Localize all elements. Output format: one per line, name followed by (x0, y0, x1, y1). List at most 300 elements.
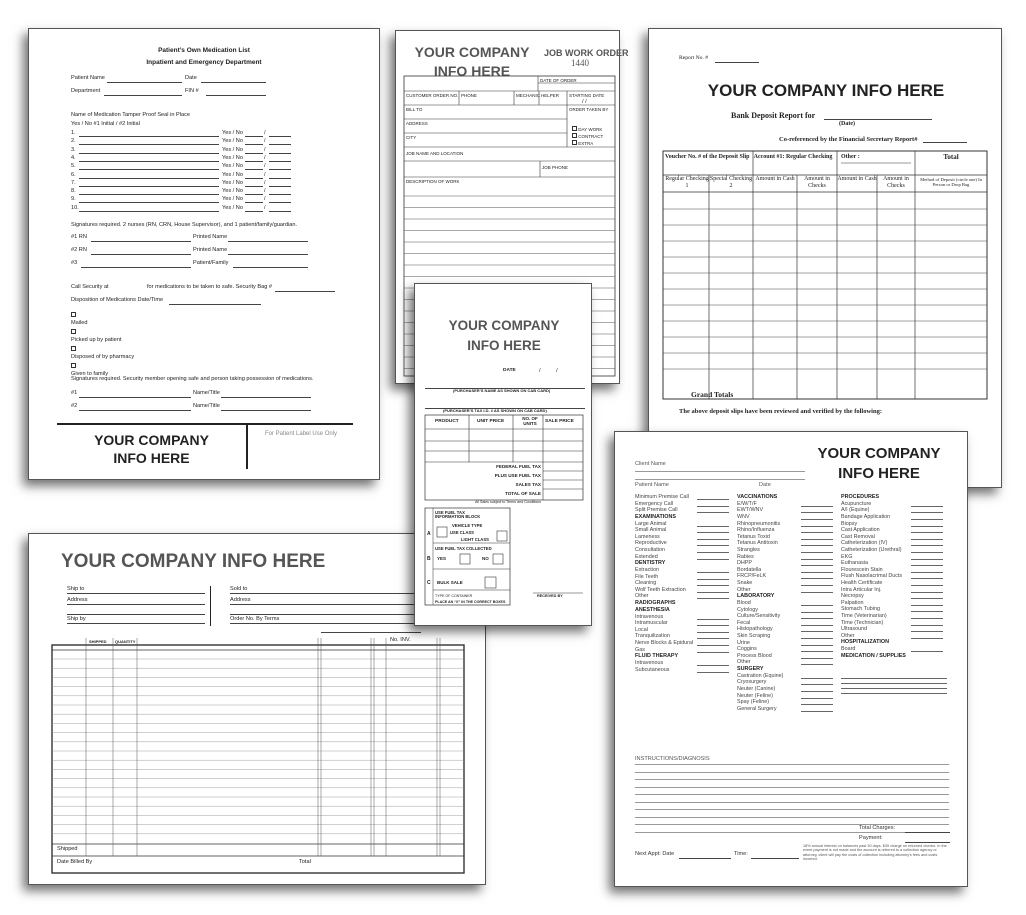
service-amount-field[interactable] (801, 631, 833, 632)
instruction-line[interactable] (635, 809, 949, 810)
shipping-table-box (52, 645, 464, 873)
company-line-1: YOUR COMPANY (817, 445, 941, 462)
bank-subheader: Regular Checking 1 (665, 176, 709, 189)
total-charges-field[interactable] (905, 832, 950, 833)
yes-no-label: Yes / No (222, 171, 243, 178)
service-item: Extraction (635, 567, 659, 573)
col-voucher: Voucher No. # of the Deposit Slip (665, 154, 750, 160)
service-item: Acupuncture (841, 500, 872, 507)
patient-family-field[interactable] (233, 267, 308, 268)
department-field[interactable] (104, 95, 182, 96)
service-amount-field[interactable] (801, 651, 833, 652)
service-amount-field[interactable] (801, 684, 833, 685)
service-amount-field[interactable] (911, 631, 943, 632)
type-container: TYPE OF CONTAINER (435, 594, 473, 598)
initial-2-field[interactable] (269, 161, 291, 162)
initial-1-field[interactable] (245, 178, 263, 179)
yes-no-label: Yes / No (222, 179, 243, 186)
service-amount-field[interactable] (911, 565, 943, 566)
printed-field-2[interactable] (228, 254, 308, 255)
service-amount-field[interactable] (697, 632, 729, 633)
separator: / (264, 130, 266, 136)
service-amount-field[interactable] (801, 559, 833, 560)
service-amount-field[interactable] (801, 625, 833, 626)
service-amount-field[interactable] (697, 512, 729, 513)
service-amount-field[interactable] (911, 519, 943, 520)
coref: Co-referenced by the Financial Secretary Report# (779, 136, 918, 143)
service-amount-field[interactable] (801, 512, 833, 513)
vehicle-type: VEHICLE TYPE (452, 523, 483, 528)
day-work[interactable] (572, 126, 602, 133)
contract-checkbox[interactable] (572, 133, 577, 138)
service-item: Wolf Teeth Extraction (635, 586, 686, 593)
section-heading: LABORATORY (737, 593, 775, 600)
service-amount-field[interactable] (801, 545, 833, 546)
no-label: NO (482, 556, 489, 561)
extra-label: EXTRA (578, 141, 594, 146)
service-item: Flourescein Stain (841, 566, 883, 573)
instruction-line[interactable] (635, 787, 949, 788)
s2-field[interactable] (79, 410, 191, 411)
separator: / (264, 188, 266, 195)
instruction-line[interactable] (635, 832, 949, 833)
service-item: Histopathology (737, 626, 773, 633)
row-number: 3. (71, 146, 76, 153)
fin-field[interactable] (206, 95, 266, 96)
bank-deposit-form (648, 28, 1002, 488)
section-heading: SURGERY (737, 666, 764, 672)
medication-supply-line[interactable] (841, 683, 947, 684)
description-label: DESCRIPTION OF WORK (406, 179, 460, 184)
light-class: LIGHT CLASS (461, 537, 489, 542)
initial-1-field[interactable] (245, 153, 263, 154)
printed-field-1[interactable] (228, 241, 308, 242)
initial-1-field[interactable] (245, 211, 263, 212)
service-item: Subcutaneous (635, 666, 670, 673)
service-amount-field[interactable] (801, 618, 833, 619)
service-amount-field[interactable] (697, 598, 729, 599)
tax-label: PLUS USE FUEL TAX (494, 473, 541, 478)
disposition-field[interactable] (169, 304, 261, 305)
service-amount-field[interactable] (911, 598, 943, 599)
name-title-field-2[interactable] (221, 410, 311, 411)
collected: USE FUEL TAX COLLECTED (435, 546, 492, 551)
company-line-1: YOUR COMPANY (94, 432, 209, 448)
contract[interactable] (572, 133, 603, 140)
next-appt-field[interactable] (679, 858, 731, 859)
service-amount-field[interactable] (911, 578, 943, 579)
job-title: JOB WORK ORDER (544, 48, 629, 58)
row-number: 10. (71, 204, 79, 211)
initial-2-field[interactable] (269, 211, 291, 212)
service-amount-field[interactable] (697, 585, 729, 586)
section-heading: DENTISTRY (635, 560, 666, 567)
initial-2-field[interactable] (269, 153, 291, 154)
service-amount-field[interactable] (801, 678, 833, 679)
service-amount-field[interactable] (911, 592, 943, 593)
separator: / (264, 204, 266, 211)
sig-required-2: Signatures required. Security member opening safe and person taking possession of medications. (71, 376, 314, 382)
service-amount-field[interactable] (697, 499, 729, 500)
service-item: Health Certificate (841, 580, 883, 586)
service-amount-field[interactable] (697, 665, 729, 666)
service-amount-field[interactable] (911, 552, 943, 553)
service-amount-field[interactable] (801, 578, 833, 579)
service-amount-field[interactable] (697, 572, 729, 573)
job-name-label: JOB NAME AND LOCATION (406, 151, 464, 156)
service-amount-field[interactable] (911, 526, 943, 527)
col-units: NO. OF UNITS (522, 416, 538, 426)
service-amount-field[interactable] (801, 605, 833, 606)
medication-name-field[interactable] (79, 169, 219, 170)
total-label: Total (299, 859, 311, 865)
security-bag-field[interactable] (275, 291, 335, 292)
medication-name-field[interactable] (79, 178, 219, 179)
service-item: Intravenous (635, 660, 664, 666)
service-amount-field[interactable] (697, 672, 729, 673)
city-label: CITY (406, 135, 417, 140)
service-amount-field[interactable] (911, 545, 943, 546)
service-amount-field[interactable] (801, 526, 833, 527)
ship-by-label: Ship by (67, 616, 86, 622)
yes-no-label: Yes / No (222, 163, 243, 170)
service-amount-field[interactable] (801, 691, 833, 692)
service-amount-field[interactable] (697, 625, 729, 626)
col-unit-price: UNIT PRICE (477, 419, 505, 424)
service-amount-field[interactable] (697, 619, 729, 620)
service-amount-field[interactable] (801, 638, 833, 639)
no-inv-header: No. INV. (390, 637, 411, 643)
service-amount-field[interactable] (801, 592, 833, 593)
address-label: ADDRESS (406, 121, 428, 126)
col-account: Account #1: Regular Checking (753, 154, 833, 160)
service-amount-field[interactable] (697, 638, 729, 639)
service-item: EKG (841, 553, 853, 560)
med-subtitle: Inpatient and Emergency Department (146, 59, 262, 66)
service-item: Rabies (737, 553, 754, 560)
separator: / (264, 138, 266, 145)
date-label: Date (759, 482, 771, 488)
option-checkbox[interactable] (71, 363, 76, 368)
tax-label: TOTAL OF SALE (505, 491, 541, 496)
service-amount-field[interactable] (801, 645, 833, 646)
instruction-line[interactable] (635, 779, 949, 780)
separator: / (264, 146, 266, 153)
vet-invoice-form (614, 431, 968, 887)
service-amount-field[interactable] (697, 552, 729, 553)
service-amount-field[interactable] (911, 605, 943, 606)
instruction-line[interactable] (635, 802, 949, 803)
yes-no-label: Yes / No (222, 154, 243, 161)
patient-name-field[interactable] (107, 82, 182, 83)
initial-1-field[interactable] (245, 144, 263, 145)
service-amount-field[interactable] (801, 704, 833, 705)
row-number: 1. (71, 130, 76, 136)
section-heading: PROCEDURES (841, 494, 880, 500)
separator: / (264, 171, 266, 178)
total-charges: Total Charges: (859, 825, 896, 831)
option-label: Picked up by patient (71, 337, 122, 343)
option-label: Given to family (71, 371, 108, 377)
service-amount-field[interactable] (801, 572, 833, 573)
service-amount-field[interactable] (911, 638, 943, 639)
company-logo (801, 444, 957, 485)
date-label: Date (185, 75, 197, 81)
service-amount-field[interactable] (801, 506, 833, 507)
company-title: YOUR COMPANY INFO HERE (61, 551, 326, 572)
bulk-sale: BULK SALE (437, 580, 463, 585)
section-heading: VACCINATIONS (737, 494, 778, 500)
tax-label: SALES TAX (515, 482, 541, 487)
contract-label: CONTRACT (578, 134, 604, 139)
rn1-field[interactable] (91, 241, 191, 242)
medication-name-field[interactable] (79, 186, 219, 187)
service-item: Tetanus Toxid (737, 533, 770, 540)
service-amount-field[interactable] (801, 565, 833, 566)
s1-field[interactable] (79, 397, 191, 398)
service-amount-field[interactable] (697, 539, 729, 540)
bank-subheader: Method of Deposit (circle one) In Person or Drop Bag (920, 177, 982, 188)
tax-label: FEDERAL FUEL TAX (496, 464, 541, 469)
service-item: Bandage Application (841, 514, 891, 520)
service-amount-field[interactable] (911, 512, 943, 513)
medication-name-field[interactable] (79, 194, 219, 195)
service-amount-field[interactable] (801, 698, 833, 699)
purchaser-name: (PURCHASER’S NAME AS SHOWN ON CAB CARD) (453, 388, 551, 393)
separator: / (264, 163, 266, 170)
service-amount-field[interactable] (801, 539, 833, 540)
day-work-label: DAY WORK (578, 127, 603, 132)
terms: All Sales subject to Terms and Conditions (475, 500, 542, 504)
vehicle-checkbox (437, 527, 447, 537)
yes-label: YES (437, 556, 447, 561)
service-amount-field[interactable] (801, 585, 833, 586)
medication-supply-line[interactable] (841, 693, 947, 694)
initial-2-field[interactable] (269, 202, 291, 203)
service-amount-field[interactable] (801, 664, 833, 665)
service-amount-field[interactable] (911, 532, 943, 533)
yes-no-label: Yes / No (222, 146, 243, 153)
initial-2-field[interactable] (269, 178, 291, 179)
yes-no-label: Yes / No (222, 130, 243, 136)
service-amount-field[interactable] (911, 559, 943, 560)
service-amount-field[interactable] (911, 539, 943, 540)
rn2-label: #2 RN (71, 247, 87, 253)
yes-no-label: Yes / No (222, 138, 243, 145)
initial-2-field[interactable] (269, 169, 291, 170)
service-amount-field[interactable] (911, 572, 943, 573)
instruction-line[interactable] (635, 794, 949, 795)
medication-name-field[interactable] (79, 161, 219, 162)
initial-2-field[interactable] (269, 144, 291, 145)
service-amount-field[interactable] (697, 526, 729, 527)
initial-2-field[interactable] (269, 194, 291, 195)
service-item: Minimum Premise Call (635, 494, 689, 500)
row-number: 6. (71, 171, 76, 178)
row-number: 4. (71, 154, 76, 161)
service-item: Snake (737, 580, 753, 586)
s1-label: #1 (71, 390, 78, 396)
security-text: for medications to be taken to safe. Security Bag # (147, 284, 272, 290)
fin-label: FIN # (185, 88, 199, 94)
yes-no-label: Yes / No (222, 204, 243, 211)
bank-subheader: Amount in Cash (837, 176, 877, 182)
service-amount-field[interactable] (697, 645, 729, 646)
department-label: Department (71, 88, 101, 94)
letter-a: A (427, 531, 431, 537)
bank-title: Bank Deposit Report for (731, 111, 816, 120)
vehicle-checkbox-2 (497, 531, 507, 541)
service-item: Intra Articular Inj. (841, 586, 882, 593)
section-heading: EXAMINATIONS (635, 513, 676, 520)
service-item: Time (Veterinarian) (841, 613, 887, 619)
service-item: E/W/T/F (737, 500, 757, 507)
bank-subheader: Amount in Cash (755, 176, 795, 182)
shipped-row: Shipped (57, 846, 78, 852)
patient-name: Patient Name (635, 482, 669, 488)
row-number: 8. (71, 188, 76, 195)
service-item: Stomach Tubing (841, 606, 880, 613)
service-item: Coggins (737, 646, 757, 653)
option-checkbox[interactable] (71, 312, 76, 317)
service-amount-field[interactable] (801, 658, 833, 659)
extra[interactable] (572, 140, 593, 147)
company-line-1: YOUR COMPANY (448, 318, 560, 333)
service-amount-field[interactable] (697, 652, 729, 653)
service-amount-field[interactable] (697, 532, 729, 533)
day-work-checkbox[interactable] (572, 126, 577, 131)
date-slashes: / / (582, 99, 587, 105)
letter-c: C (427, 580, 431, 586)
quantity-header: QUANTITY (115, 639, 136, 644)
initial-2-field[interactable] (269, 136, 291, 137)
service-amount-field[interactable] (801, 519, 833, 520)
footer-divider (246, 423, 248, 469)
service-item: Rhinopneumonitis (737, 520, 781, 527)
service-item: Bordatella (737, 566, 762, 573)
company-line-2: INFO HERE (467, 337, 541, 353)
medication-name-field[interactable] (79, 202, 219, 203)
instruction-line[interactable] (635, 824, 949, 825)
service-amount-field[interactable] (911, 585, 943, 586)
option-checkbox[interactable] (71, 346, 76, 351)
medication-list-form (28, 28, 380, 480)
service-item: Biopsy (841, 520, 858, 527)
service-item: Strangles (737, 547, 760, 553)
initial-1-field[interactable] (245, 169, 263, 170)
service-amount-field[interactable] (801, 612, 833, 613)
row-number: 2. (71, 138, 76, 145)
service-item: Rhino/Influenza (737, 527, 775, 534)
service-item: Skin Scraping (737, 633, 771, 639)
instruction-line[interactable] (635, 772, 949, 773)
initial-1-field[interactable] (245, 194, 263, 195)
date-field[interactable] (201, 82, 266, 83)
bank-subheader: Amount in Checks (883, 176, 909, 189)
client-name-field[interactable] (635, 471, 805, 472)
service-amount-field[interactable] (911, 506, 943, 507)
payment-field[interactable] (905, 842, 950, 843)
company-line-2: INFO HERE (838, 465, 920, 483)
service-item: Castration (Equine) (737, 672, 784, 679)
sig-required: Signatures required. 2 nurses (RN, CRN, House Supervisor), and 1 patient/family/guardian. (71, 222, 298, 228)
yes-no-label: Yes / No (222, 196, 243, 203)
letter-b: B (427, 556, 431, 562)
medication-name-field[interactable] (79, 211, 219, 212)
service-amount-field[interactable] (697, 579, 729, 580)
service-amount-field[interactable] (697, 592, 729, 593)
service-amount-field[interactable] (801, 711, 833, 712)
service-item: Culture/Sensitivity (737, 613, 781, 620)
initial-1-field[interactable] (245, 161, 263, 162)
medication-name-field[interactable] (79, 136, 219, 137)
service-item: Neuter (Feline) (737, 692, 773, 699)
initial-1-field[interactable] (245, 136, 263, 137)
section-heading: FLUID THERAPY (635, 653, 679, 660)
option-checkbox[interactable] (71, 329, 76, 334)
service-amount-field[interactable] (697, 559, 729, 560)
next-appt: Next Appt: Date (635, 851, 675, 857)
service-item: Other (737, 659, 751, 666)
service-amount-field[interactable] (911, 625, 943, 626)
option-label: Disposed of by pharmacy (71, 354, 135, 360)
fuel-receipt-form (414, 283, 592, 626)
fuel-tables (415, 284, 593, 627)
patient-name-field[interactable] (635, 479, 805, 480)
name-title-field-1[interactable] (221, 397, 311, 398)
section-heading: ANESTHESIA (635, 606, 670, 613)
service-item: WNV (737, 514, 750, 520)
n3-field[interactable] (81, 267, 191, 268)
instruction-line[interactable] (635, 764, 949, 765)
patient-family-label: Patient/Family (193, 260, 229, 266)
service-amount-field[interactable] (911, 618, 943, 619)
extra-checkbox[interactable] (572, 140, 577, 145)
col-product: PRODUCT (435, 419, 459, 424)
initial-1-field[interactable] (245, 186, 263, 187)
section-heading: MEDICATION / SUPPLIES (841, 652, 906, 659)
service-amount-field[interactable] (697, 506, 729, 507)
service-item: Blood (737, 600, 751, 606)
medication-name-field[interactable] (79, 144, 219, 145)
service-amount-field[interactable] (801, 552, 833, 553)
bulk-checkbox (485, 577, 496, 588)
service-item: Cast Application (841, 527, 880, 534)
service-amount-field[interactable] (911, 651, 943, 652)
medication-supply-line[interactable] (841, 678, 947, 679)
label-use: For Patient Label Use Only (265, 431, 338, 437)
rn2-field[interactable] (91, 254, 191, 255)
time-field[interactable] (751, 858, 799, 859)
service-item: Split Premise Call (635, 507, 678, 514)
service-amount-field[interactable] (911, 611, 943, 612)
instruction-line[interactable] (635, 817, 949, 818)
col-other: Other : (841, 154, 860, 160)
service-item: Tetanus Antitoxin (737, 540, 778, 547)
service-item: Tranquilization (635, 633, 670, 640)
company-line-2: INFO HERE (433, 62, 511, 79)
medication-supply-line[interactable] (841, 688, 947, 689)
service-item: Gas (635, 646, 645, 653)
initial-1-field[interactable] (245, 202, 263, 203)
medication-name-field[interactable] (79, 153, 219, 154)
initial-2-field[interactable] (269, 186, 291, 187)
service-amount-field[interactable] (801, 532, 833, 533)
time-label: Time: (734, 851, 748, 857)
name-title-2: Name/Title (193, 403, 220, 409)
call-security: Call Security at (71, 284, 109, 290)
service-amount-field[interactable] (697, 545, 729, 546)
